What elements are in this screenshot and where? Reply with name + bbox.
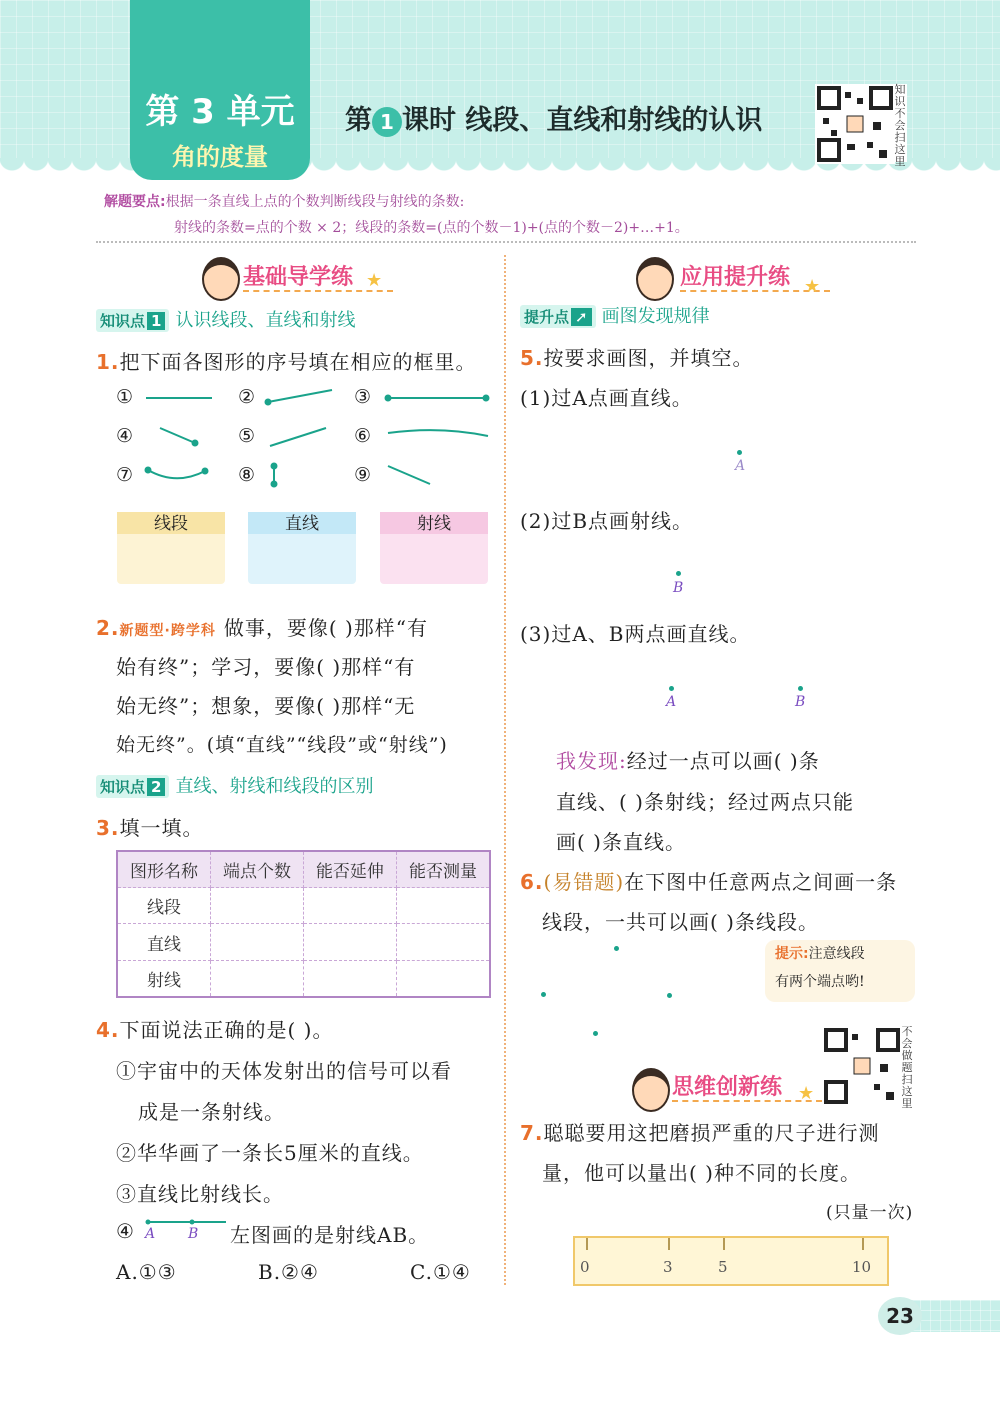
- q6-point: [593, 1031, 598, 1036]
- tp-tag-label: 提升点: [524, 308, 570, 326]
- question-number: 2.: [96, 616, 120, 640]
- question-7-line-1: 聪聪要用这把磨损严重的尺子进行测: [543, 1121, 880, 1145]
- question-tag: (易错题): [543, 870, 625, 894]
- question-2: [96, 612, 428, 641]
- question-7: [520, 1117, 880, 1146]
- question-number: 1.: [96, 350, 120, 374]
- shape-5-line: [270, 428, 326, 446]
- table-row-label: 射线: [117, 960, 211, 997]
- kp-tag-number: 1: [147, 312, 165, 330]
- table-cell-input[interactable]: [396, 924, 490, 960]
- shape-2-ray: [268, 390, 332, 402]
- q4-point-b: [190, 1220, 195, 1225]
- q4-option-4-text: 左图画的是射线AB。: [230, 1223, 430, 1247]
- q7-note: (只量一次): [826, 1203, 914, 1223]
- shape-7-curve: [148, 470, 205, 478]
- question-2-line-3: 始无终”；想象，要像( )那样“无: [116, 694, 416, 718]
- table-cell-input[interactable]: [303, 960, 396, 997]
- tips-line-2: 射线的条数=点的个数 × 2；线段的条数=(点的个数－1)+(点的个数－2)+…+1。: [174, 220, 689, 236]
- kp-title: 认识线段、直线和射线: [175, 310, 356, 331]
- shape-label-7: ⑦: [116, 464, 134, 486]
- ruler-mark-3: 3: [663, 1258, 673, 1276]
- shapes-figure: [0, 0, 500, 500]
- q4-option-4-prefix: ④: [116, 1219, 135, 1243]
- section-innovation-title: 思维创新练: [672, 1075, 783, 1100]
- unit-subtitle: 角的度量: [172, 143, 268, 171]
- worn-ruler: [573, 1236, 889, 1286]
- question-6: [520, 866, 897, 895]
- ruler-ticks: [575, 1238, 887, 1284]
- shape-3-endpoint-a: [386, 396, 391, 401]
- qr-label-bottom: 不会做题扫这里: [901, 1025, 913, 1110]
- q4-option-3: ③直线比射线长。: [116, 1182, 284, 1206]
- hint-line-1: [775, 940, 915, 968]
- discover-label: 我发现:: [556, 749, 627, 773]
- table-row-label: 线段: [117, 888, 211, 924]
- ruler-mark-10: 10: [852, 1258, 872, 1276]
- shape-label-5: ⑤: [238, 425, 256, 447]
- q4-choice-c[interactable]: C.①④: [410, 1260, 471, 1284]
- question-2-line-4: 始无终”。(填“直线”“线段”或“射线”): [116, 734, 448, 756]
- kp-tag-number: 2: [147, 778, 165, 796]
- q6-point: [541, 992, 546, 997]
- question-2-line-1: 做事，要像( )那样“有: [223, 616, 429, 640]
- shape-label-8: ⑧: [238, 464, 256, 486]
- table-cell-input[interactable]: [303, 888, 396, 924]
- point-a-label: A: [735, 458, 746, 474]
- q5-part-3: (3)过A、B两点画直线。: [520, 622, 751, 646]
- question-text: 填一填。: [119, 816, 204, 840]
- box-segment[interactable]: [117, 512, 225, 584]
- point-a-dot: [737, 450, 742, 455]
- knowledge-point-2: [96, 772, 373, 798]
- question-7-line-2: 量，他可以量出( )种不同的长度。: [542, 1161, 861, 1185]
- table-row: [117, 924, 490, 960]
- tp-title: 画图发现规律: [601, 306, 710, 327]
- question-3: [96, 812, 204, 841]
- shape-9-line: [388, 466, 430, 484]
- hint-text-1: 注意线段: [808, 946, 865, 962]
- discover-line-1: [556, 745, 820, 774]
- table-cell-input[interactable]: [211, 924, 304, 960]
- question-2-line-2: 始有终”；学习，要像( )那样“有: [116, 655, 416, 679]
- question-number: 3.: [96, 816, 120, 840]
- kp-tag-label: 知识点: [100, 778, 146, 796]
- point-a2-dot: [669, 686, 674, 691]
- kp-title: 直线、射线和线段的区别: [175, 776, 374, 797]
- question-text: 把下面各图形的序号填在相应的框里。: [119, 350, 477, 374]
- question-number: 7.: [520, 1121, 544, 1145]
- qr-label-top: 知识不会扫这里: [894, 83, 906, 168]
- section-basic-title: 基础导学练: [243, 265, 354, 290]
- point-b-label: B: [673, 580, 684, 596]
- table-header-cell: 能否延伸: [303, 851, 396, 888]
- qr-code-icon: [824, 1028, 900, 1104]
- q4-option-1: ①宇宙中的天体发射出的信号可以看: [116, 1059, 452, 1083]
- table-header-row: [117, 851, 490, 888]
- question-4: [96, 1014, 333, 1043]
- point-b2-dot: [798, 686, 803, 691]
- ruler-mark-5: 5: [718, 1258, 728, 1276]
- table-cell-input[interactable]: [211, 960, 304, 997]
- column-divider: [504, 255, 506, 1285]
- section-application: [680, 260, 790, 291]
- qr-code-icon: [817, 86, 893, 162]
- qr-code-top[interactable]: [815, 84, 895, 164]
- lesson-title-text: 课时 线段、直线和射线的认识: [402, 105, 763, 136]
- q6-point: [667, 993, 672, 998]
- shape-label-9: ⑨: [354, 464, 372, 486]
- table-row-label: 直线: [117, 924, 211, 960]
- qr-code-bottom[interactable]: [822, 1026, 902, 1106]
- question-text: 下面说法正确的是( )。: [119, 1018, 334, 1042]
- table-cell-input[interactable]: [303, 924, 396, 960]
- box-ray-label: 射线: [380, 512, 488, 534]
- table-cell-input[interactable]: [396, 960, 490, 997]
- q4-choice-b[interactable]: B.②④: [258, 1260, 319, 1284]
- shape-label-6: ⑥: [354, 425, 372, 447]
- q4-option-2: ②华华画了一条长5厘米的直线。: [116, 1141, 424, 1165]
- point-b-dot: [676, 571, 681, 576]
- q4-point-a: [146, 1220, 151, 1225]
- unit-title: 第 3 单元: [145, 92, 295, 132]
- tp-tag: [520, 305, 596, 328]
- table-row: [117, 960, 490, 997]
- table-row: [117, 888, 490, 924]
- arrow-icon: ➚: [571, 308, 592, 326]
- question-6-line-2: 线段，一共可以画( )条线段。: [542, 910, 819, 934]
- box-ray[interactable]: [380, 512, 488, 584]
- tips-text-1: 根据一条直线上点的个数判断线段与射线的条数:: [165, 194, 465, 210]
- point-a2-label: A: [666, 694, 677, 710]
- page-number: 23: [878, 1297, 922, 1335]
- q4-choice-a[interactable]: A.①③: [116, 1260, 177, 1284]
- question-5: [520, 342, 754, 371]
- shape-label-2: ②: [238, 386, 256, 408]
- kp-tag: [96, 775, 169, 798]
- shape-label-4: ④: [116, 425, 134, 447]
- discover-line-2: 直线、( )条射线；经过两点只能: [556, 790, 854, 814]
- table-header-cell: 端点个数: [211, 851, 304, 888]
- hint-label: 提示:: [775, 946, 809, 962]
- kid-avatar-icon: [636, 257, 674, 301]
- shape-label-1: ①: [116, 386, 134, 408]
- table-cell-input[interactable]: [396, 888, 490, 924]
- q4-point-b-label: B: [188, 1226, 199, 1242]
- q5-part-2: (2)过B点画射线。: [520, 509, 694, 533]
- shape-2-endpoint: [266, 400, 271, 405]
- fill-table: [116, 850, 491, 998]
- shape-8-endpoint-a: [272, 464, 277, 469]
- question-text: 按要求画图，并填空。: [543, 346, 754, 370]
- lesson-prefix: 第: [345, 105, 372, 136]
- box-line[interactable]: [248, 512, 356, 584]
- discover-text: 经过一点可以画( )条: [626, 749, 820, 773]
- shape-6-curve: [388, 430, 488, 436]
- shape-label-3: ③: [354, 386, 372, 408]
- discover-line-3: 画( )条直线。: [556, 830, 686, 854]
- star-icon: ★: [804, 276, 821, 297]
- box-segment-label: 线段: [117, 512, 225, 534]
- shape-7-endpoint-a: [146, 468, 151, 473]
- question-tag: 新题型·跨学科: [119, 623, 216, 639]
- shape-8-endpoint-b: [272, 482, 277, 487]
- star-icon: ★: [798, 1083, 815, 1104]
- hint-box: [765, 940, 915, 1002]
- improvement-point: [520, 302, 710, 328]
- shape-3-endpoint-b: [484, 396, 489, 401]
- q4-option-1-cont: 成是一条射线。: [138, 1100, 285, 1124]
- ruler-mark-0: 0: [580, 1258, 590, 1276]
- table-header-cell: 能否测量: [396, 851, 490, 888]
- kp-tag-label: 知识点: [100, 312, 146, 330]
- box-line-label: 直线: [248, 512, 356, 534]
- hint-text-2: 有两个端点哟!: [775, 974, 865, 990]
- section-application-title: 应用提升练: [680, 265, 791, 290]
- shape-4-ray: [160, 428, 195, 443]
- point-b2-label: B: [795, 694, 806, 710]
- shape-7-endpoint-b: [203, 469, 208, 474]
- table-cell-input[interactable]: [211, 888, 304, 924]
- question-6-line-1: 在下图中任意两点之间画一条: [624, 870, 898, 894]
- q6-point: [614, 946, 619, 951]
- question-number: 6.: [520, 870, 544, 894]
- kid-avatar-icon: [632, 1068, 670, 1112]
- question-number: 5.: [520, 346, 544, 370]
- shape-4-endpoint: [193, 441, 198, 446]
- lesson-number: 1: [372, 107, 402, 137]
- question-number: 4.: [96, 1018, 120, 1042]
- section-innovation: [672, 1070, 782, 1101]
- star-icon: ★: [366, 270, 383, 291]
- q5-part-1: (1)过A点画直线。: [520, 386, 693, 410]
- tips-label: 解题要点:: [104, 194, 166, 210]
- q4-point-a-label: A: [145, 1226, 156, 1242]
- table-header-cell: 图形名称: [117, 851, 211, 888]
